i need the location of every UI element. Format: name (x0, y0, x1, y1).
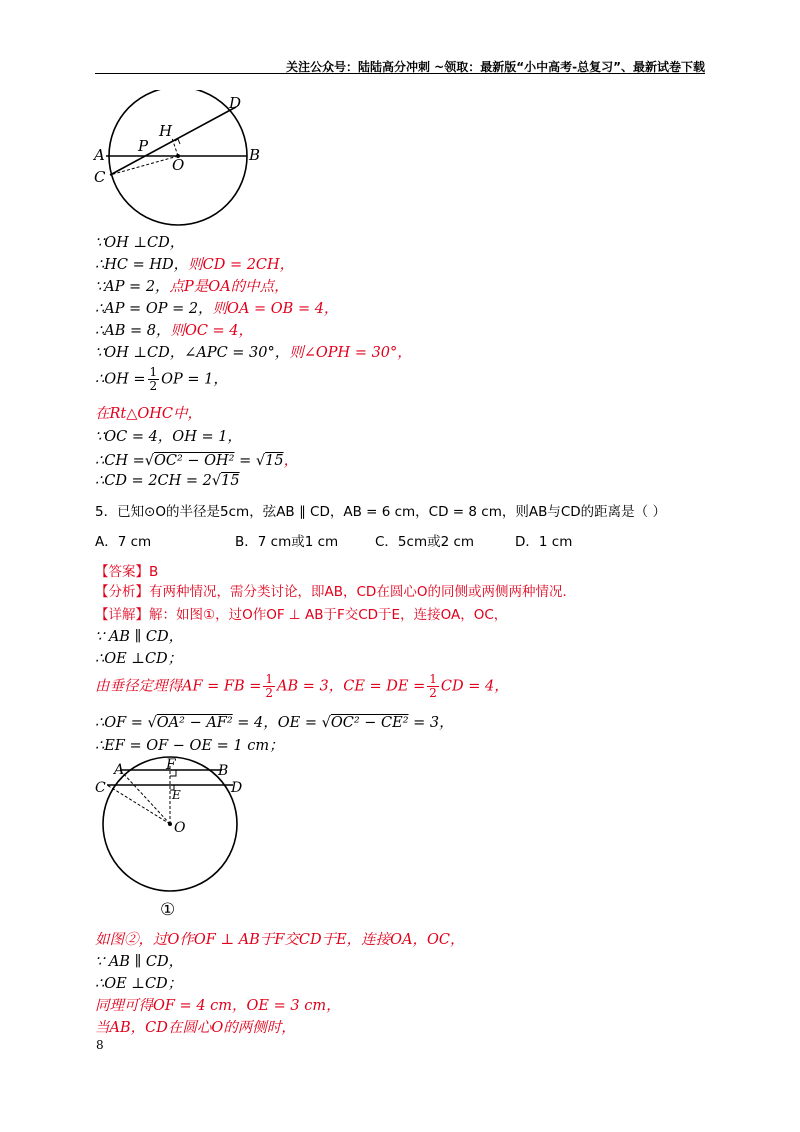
label-d: D (229, 94, 242, 112)
page-number: 8 (96, 1038, 104, 1052)
sol4-line-9: ∵OC = 4，OH = 1， (95, 429, 242, 445)
label-b: B (218, 763, 229, 779)
sol4-line-7 (95, 366, 228, 393)
case2-line-3: ∴OE ⊥CD； (95, 976, 183, 992)
sol4-line-7b: OP = 1， (161, 371, 228, 388)
question-5-stem: 5．已知⊙O的半径是5cm，弦AB ∥ CD，AB = 6 cm，CD = 8 cm，则AB与CD的距离是（ ） (95, 504, 666, 520)
label-b: B (249, 146, 261, 164)
sol4-line-1: ∵OH ⊥CD， (95, 235, 185, 251)
sol4-line-2 (95, 253, 294, 274)
case2-line-5: 当AB，CD在圆心O的两侧时， (95, 1020, 296, 1036)
point-o (168, 822, 172, 826)
sol4-line-10: ∴CH =√OC² − OH² = √15， (95, 453, 299, 469)
label-c: C (95, 780, 106, 796)
label-f: F (166, 757, 176, 773)
detail-line-6: ∴EF = OF − OE = 1 cm； (95, 738, 284, 754)
detail-line-1: 【详解】解：如图①，过O作OF ⊥ AB于F交CD于E，连接OA，OC， (95, 607, 508, 623)
sol4-line-7a: ∴OH = (95, 371, 146, 388)
radicand-1: OC² − OH² (153, 453, 235, 469)
label-o: O (174, 820, 186, 836)
case2-line-1: 如图②，过O作OF ⊥ AB于F交CD于E，连接OA，OC， (95, 932, 465, 948)
fraction-half: $\frac{1}{2}$ (149, 365, 158, 393)
sol4-line-4 (95, 297, 338, 318)
option-a: A．7 cm (95, 534, 152, 550)
sol4-line-2b: 则CD = 2CH， (188, 257, 295, 273)
label-o: O (172, 156, 185, 174)
sol4-line-3 (95, 275, 289, 296)
sol4-line-5a: ∴AB = 8， (95, 323, 171, 339)
sol4-line-5 (95, 319, 253, 340)
sol4-line-6 (95, 341, 412, 362)
label-c: C (94, 168, 106, 186)
figure-circle-2 (90, 752, 250, 922)
figure-caption: ① (160, 900, 176, 920)
segment-oa (120, 770, 170, 824)
case2-line-2: ∵ AB ∥ CD， (95, 954, 184, 970)
header-rule (95, 73, 705, 74)
label-a: A (114, 762, 125, 778)
sol4-line-6b: 则∠OPH = 30°， (289, 345, 412, 361)
figure-circle-1 (92, 90, 267, 240)
option-d: D．1 cm (515, 534, 573, 550)
label-p: P (138, 137, 149, 155)
sol4-line-5b: 则OC = 4， (170, 323, 254, 339)
answer-line: 【答案】B (95, 564, 159, 580)
sol4-line-2a: ∴HC = HD， (95, 257, 189, 273)
detail-line-2: ∵ AB ∥ CD， (95, 629, 184, 645)
sol4-line-3a: ∵AP = 2， (95, 279, 170, 295)
radicand-3: 15 (221, 473, 240, 489)
option-c: C．5cm或2 cm (375, 534, 475, 550)
radicand-2: 15 (265, 453, 284, 469)
label-a: A (94, 146, 105, 164)
sol4-line-8: 在Rt△OHC中， (95, 406, 203, 422)
sol4-line-4b: 则OA = OB = 4， (212, 301, 339, 317)
option-b: B．7 cm或1 cm (235, 534, 339, 550)
detail-line-4: 由垂径定理得AF = FB = $\frac{1}{2}$ AB = 3，CE = DE = $\frac{1}{2}$ CD = 4， (95, 672, 509, 700)
label-e: E (172, 788, 181, 802)
label-h: H (159, 122, 173, 140)
case2-line-4: 同理可得OF = 4 cm，OE = 3 cm， (95, 998, 341, 1014)
sol4-line-3b: 点P是OA的中点， (169, 279, 289, 295)
detail-line-5: ∴OF = √OA² − AF² = 4，OE = √OC² − CE² = 3， (95, 715, 454, 731)
sol4-line-6a: ∵OH ⊥CD，∠APC = 30°， (95, 345, 290, 361)
analysis-line: 【分析】有两种情况，需分类讨论，即AB，CD在圆心O的同侧或两侧两种情况． (95, 584, 576, 600)
segment-oc (110, 156, 178, 175)
segment-oc (107, 785, 170, 824)
sol4-line-11: ∴CD = 2CH = 2√15 (95, 473, 240, 489)
page-header: 关注公众号：陆陆高分冲刺 ~领取：最新版“小中高考-总复习”、最新试卷下载 (286, 60, 705, 74)
detail-line-3: ∴OE ⊥CD； (95, 651, 183, 667)
label-d: D (231, 780, 243, 796)
answer-value: B (149, 564, 159, 580)
sol4-line-4a: ∴AP = OP = 2， (95, 301, 213, 317)
